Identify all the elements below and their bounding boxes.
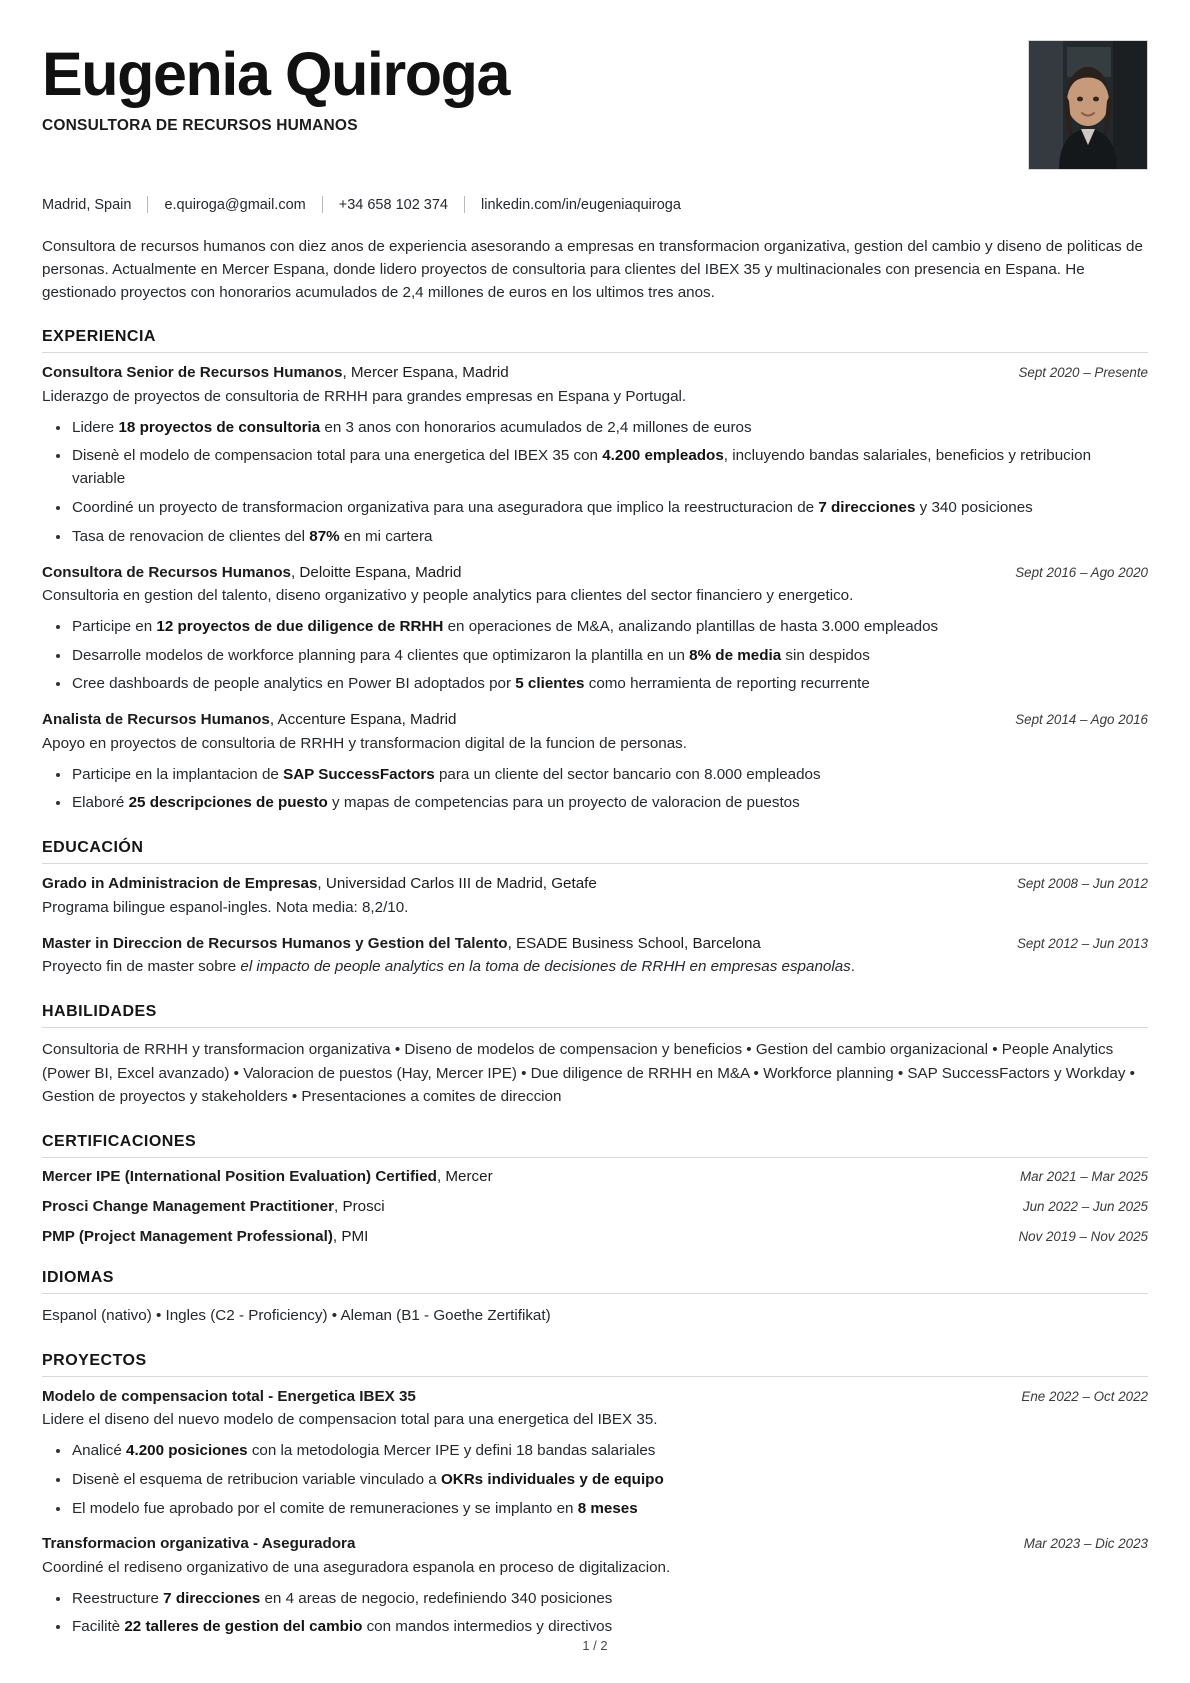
bullet-highlight: 4.200 empleados [602,447,724,465]
bullet-item: Disenè el esquema de retribucion variable vinculado a OKRs individuales y de equipo [70,1469,1148,1492]
certifications-list [42,1168,1148,1245]
bullet-list [42,616,1148,696]
section-projects [42,1352,1148,1640]
section-divider [42,1157,1148,1158]
project-entry [42,1387,1148,1521]
job-description: Consultoria en gestion del talento, diseno organizativo y people analytics para clientes del sector financiero y energetico. [42,587,854,605]
entry-title [42,1387,1003,1408]
job-description: Liderazgo de proyectos de consultoria de RRHH para grandes empresas en Espana y Portugal. [42,387,687,405]
certification-row [42,1168,1148,1185]
section-languages [42,1269,1148,1328]
job-description: Apoyo en proyectos de consultoria de RRHH y transformacion digital de la funcion de personas. [42,734,687,752]
bullet-item: Cree dashboards de people analytics en Power BI adoptados por 5 clientes como herramienta de reporting recurrente [70,673,1148,696]
job-company: , Deloitte Espana, Madrid [290,563,462,581]
bullet-highlight: 5 clientes [515,675,585,693]
section-experience [42,328,1148,815]
entry-header [42,934,1148,955]
education-entry [42,934,1148,979]
bullet-item: Participe en 12 proyectos de due diligence de RRHH en operaciones de M&A, analizando plantillas de hasta 3.000 empleados [70,616,1148,639]
contact-location: Madrid, Spain [42,196,132,213]
certification-date: Jun 2022 – Jun 2025 [1022,1198,1148,1214]
project-description: Lidere el diseno del nuevo modelo de compensacion total para una energetica del IBEX 35. [42,1411,658,1429]
professional-summary: Consultora de recursos humanos con diez anos de experiencia asesorando a empresas en transformacion organizativa, gestion del cambio y diseno de politicas de personas. Actualmente en Mercer Espana, donde lidero proyectos de consultoria para clientes del IBEX 35 y multinacionales con presencia en Espana. He gestionado proyectos con honorarios acumulados de 2,4 millones de euros en los ultimos tres anos. [42,238,1143,302]
certification-title: Prosci Change Management Practitioner [42,1197,335,1215]
job-role: Consultora Senior de Recursos Humanos [42,364,343,382]
certification-date: Nov 2019 – Nov 2025 [1018,1228,1148,1244]
certification-row [42,1198,1148,1215]
certification-issuer: , Mercer [436,1167,493,1185]
education-list [42,874,1148,979]
skills-text: Consultoria de RRHH y transformacion organizativa • Diseno de modelos de compensacion y beneficios • Gestion del cambio organizacional • People Analytics (Power BI, Excel avanzado) • Valoracion de puestos (Hay, Mercer IPE) • Due diligence de RRHH en M&A • Workforce planning • SAP SuccessFactors y Workday • Gestion de proyectos y stakeholders • Presentaciones a comites de direccion [42,1040,1135,1106]
bullet-item: Facilitè 22 talleres de gestion del cambio con mandos intermedios y directivos [70,1616,1148,1639]
certification-issuer: , PMI [332,1227,369,1245]
education-entry [42,874,1148,919]
page-indicator: 1 / 2 [582,1638,608,1653]
certification-name [42,1228,368,1245]
bullet-list [42,1588,1148,1640]
certification-title: Mercer IPE (International Position Evaluation) Certified [42,1167,437,1185]
section-divider [42,863,1148,864]
section-heading-skills: HABILIDADES [42,1002,157,1020]
section-certifications [42,1133,1148,1245]
bullet-item: Coordiné un proyecto de transformacion organizativa para una aseguradora que implico la reestructuracion de 7 direcciones y 340 posiciones [70,497,1148,520]
bullet-list [42,1440,1148,1520]
section-divider [42,352,1148,353]
project-title: Transformacion organizativa - Aseguradora [42,1535,356,1553]
experience-entry [42,710,1148,815]
header-text-block [42,40,1004,135]
entry-title [42,710,997,731]
section-heading-certifications: CERTIFICACIONES [42,1132,197,1150]
bullet-list [42,764,1148,816]
section-heading-projects: PROYECTOS [42,1351,147,1369]
entry-date: Sept 2012 – Jun 2013 [1016,935,1148,951]
section-heading-experience: EXPERIENCIA [42,328,156,346]
bullet-item: Elaboré 25 descripciones de puesto y mapas de competencias para un proyecto de valoracion de puestos [70,792,1148,815]
bullet-item: Tasa de renovacion de clientes del 87% en mi cartera [70,526,1148,549]
experience-list [42,363,1148,815]
contact-linkedin[interactable]: linkedin.com/in/eugeniaquiroga [481,196,681,213]
education-detail: Proyecto fin de master sobre el impacto de people analytics en la toma de decisiones de RRHH en empresas espanolas. [42,958,855,976]
entry-header [42,874,1148,895]
bullet-highlight: 7 direcciones [818,498,916,516]
contact-bar [42,196,1148,213]
bullet-item: Participe en la implantacion de SAP SuccessFactors para un cliente del sector bancario con 8.000 empleados [70,764,1148,787]
entry-title [42,563,997,584]
entry-title [42,363,1000,384]
resume-header [42,40,1148,170]
professional-title: CONSULTORA DE RECURSOS HUMANOS [42,117,358,134]
school-name: , Universidad Carlos III de Madrid, Getafe [317,875,597,893]
certification-name [42,1168,493,1185]
bullet-item: Disenè el modelo de compensacion total para una energetica del IBEX 35 con 4.200 empleados, incluyendo bandas salariales, beneficios y retribucion variable [70,445,1148,491]
project-title: Modelo de compensacion total - Energetica IBEX 35 [42,1387,416,1405]
entry-date: Sept 2020 – Presente [1018,365,1148,381]
section-heading-languages: IDIOMAS [42,1268,114,1286]
projects-list [42,1387,1148,1640]
section-skills [42,1003,1148,1109]
certification-issuer: , Prosci [334,1197,385,1215]
entry-title [42,1534,1006,1555]
project-entry [42,1534,1148,1639]
degree-name: Grado in Administracion de Empresas [42,875,318,893]
thesis-title: el impacto de people analytics en la toma de decisiones de RRHH en empresas espanolas [240,958,851,976]
bullet-highlight: 87% [309,527,340,545]
page-footer [0,1638,1190,1653]
bullet-highlight: 12 proyectos de due diligence de RRHH [156,617,444,635]
bullet-highlight: SAP SuccessFactors [283,765,435,783]
entry-date: Mar 2023 – Dic 2023 [1023,1536,1148,1552]
contact-divider [322,196,323,213]
bullet-highlight: OKRs individuales y de equipo [440,1470,664,1488]
profile-photo [1028,40,1148,170]
certification-date: Mar 2021 – Mar 2025 [1019,1168,1148,1184]
job-role: Analista de Recursos Humanos [42,711,270,729]
bullet-highlight: 4.200 posiciones [126,1441,248,1459]
entry-header [42,563,1148,584]
certification-title: PMP (Project Management Professional) [42,1227,333,1245]
contact-divider [464,196,465,213]
bullet-highlight: 22 talleres de gestion del cambio [124,1618,363,1636]
certification-row [42,1228,1148,1245]
section-divider [42,1376,1148,1377]
languages-text: Espanol (nativo) • Ingles (C2 - Proficiency) • Aleman (B1 - Goethe Zertifikat) [42,1306,551,1324]
bullet-list [42,417,1148,549]
project-description: Coordiné el rediseno organizativo de una aseguradora espanola en proceso de digitalizacion. [42,1558,671,1576]
section-divider [42,1027,1148,1028]
experience-entry [42,363,1148,548]
entry-date: Sept 2008 – Jun 2012 [1016,876,1148,892]
bullet-item: Desarrolle modelos de workforce planning para 4 clientes que optimizaron la plantilla en un 8% de media sin despidos [70,645,1148,668]
bullet-item: Lidere 18 proyectos de consultoria en 3 anos con honorarios acumulados de 2,4 millones de euros [70,417,1148,440]
contact-divider [147,196,148,213]
job-role: Consultora de Recursos Humanos [42,563,291,581]
entry-date: Ene 2022 – Oct 2022 [1021,1388,1148,1404]
entry-title [42,934,999,955]
certification-name [42,1198,385,1215]
page-title: Eugenia Quiroga [42,40,510,108]
bullet-highlight: 7 direcciones [163,1589,261,1607]
entry-header [42,710,1148,731]
education-detail: Programa bilingue espanol-ingles. Nota media: 8,2/10. [42,898,409,916]
section-heading-education: EDUCACIÓN [42,839,144,857]
school-name: , ESADE Business School, Barcelona [507,934,761,952]
bullet-highlight: 18 proyectos de consultoria [118,418,321,436]
job-company: , Mercer Espana, Madrid [342,364,509,382]
bullet-highlight: 8% de media [689,646,782,664]
bullet-highlight: 25 descripciones de puesto [128,794,328,812]
degree-name: Master in Direccion de Recursos Humanos y Gestion del Talento [42,934,508,952]
bullet-item: Reestructure 7 direcciones en 4 areas de negocio, redefiniendo 340 posiciones [70,1588,1148,1611]
section-education [42,839,1148,979]
avatar-illustration [1029,41,1147,169]
experience-entry [42,563,1148,697]
entry-header [42,1534,1148,1555]
entry-date: Sept 2014 – Ago 2016 [1015,712,1148,728]
entry-title [42,874,999,895]
entry-date: Sept 2016 – Ago 2020 [1015,564,1148,580]
contact-phone[interactable]: +34 658 102 374 [338,196,448,213]
entry-header [42,1387,1148,1408]
bullet-item: Analicé 4.200 posiciones con la metodologia Mercer IPE y defini 18 bandas salariales [70,1440,1148,1463]
section-divider [42,1293,1148,1294]
bullet-item: El modelo fue aprobado por el comite de remuneraciones y se implanto en 8 meses [70,1498,1148,1521]
entry-header [42,363,1148,384]
job-company: , Accenture Espana, Madrid [269,711,457,729]
contact-email[interactable]: e.quiroga@gmail.com [164,196,306,213]
bullet-highlight: 8 meses [577,1499,638,1517]
